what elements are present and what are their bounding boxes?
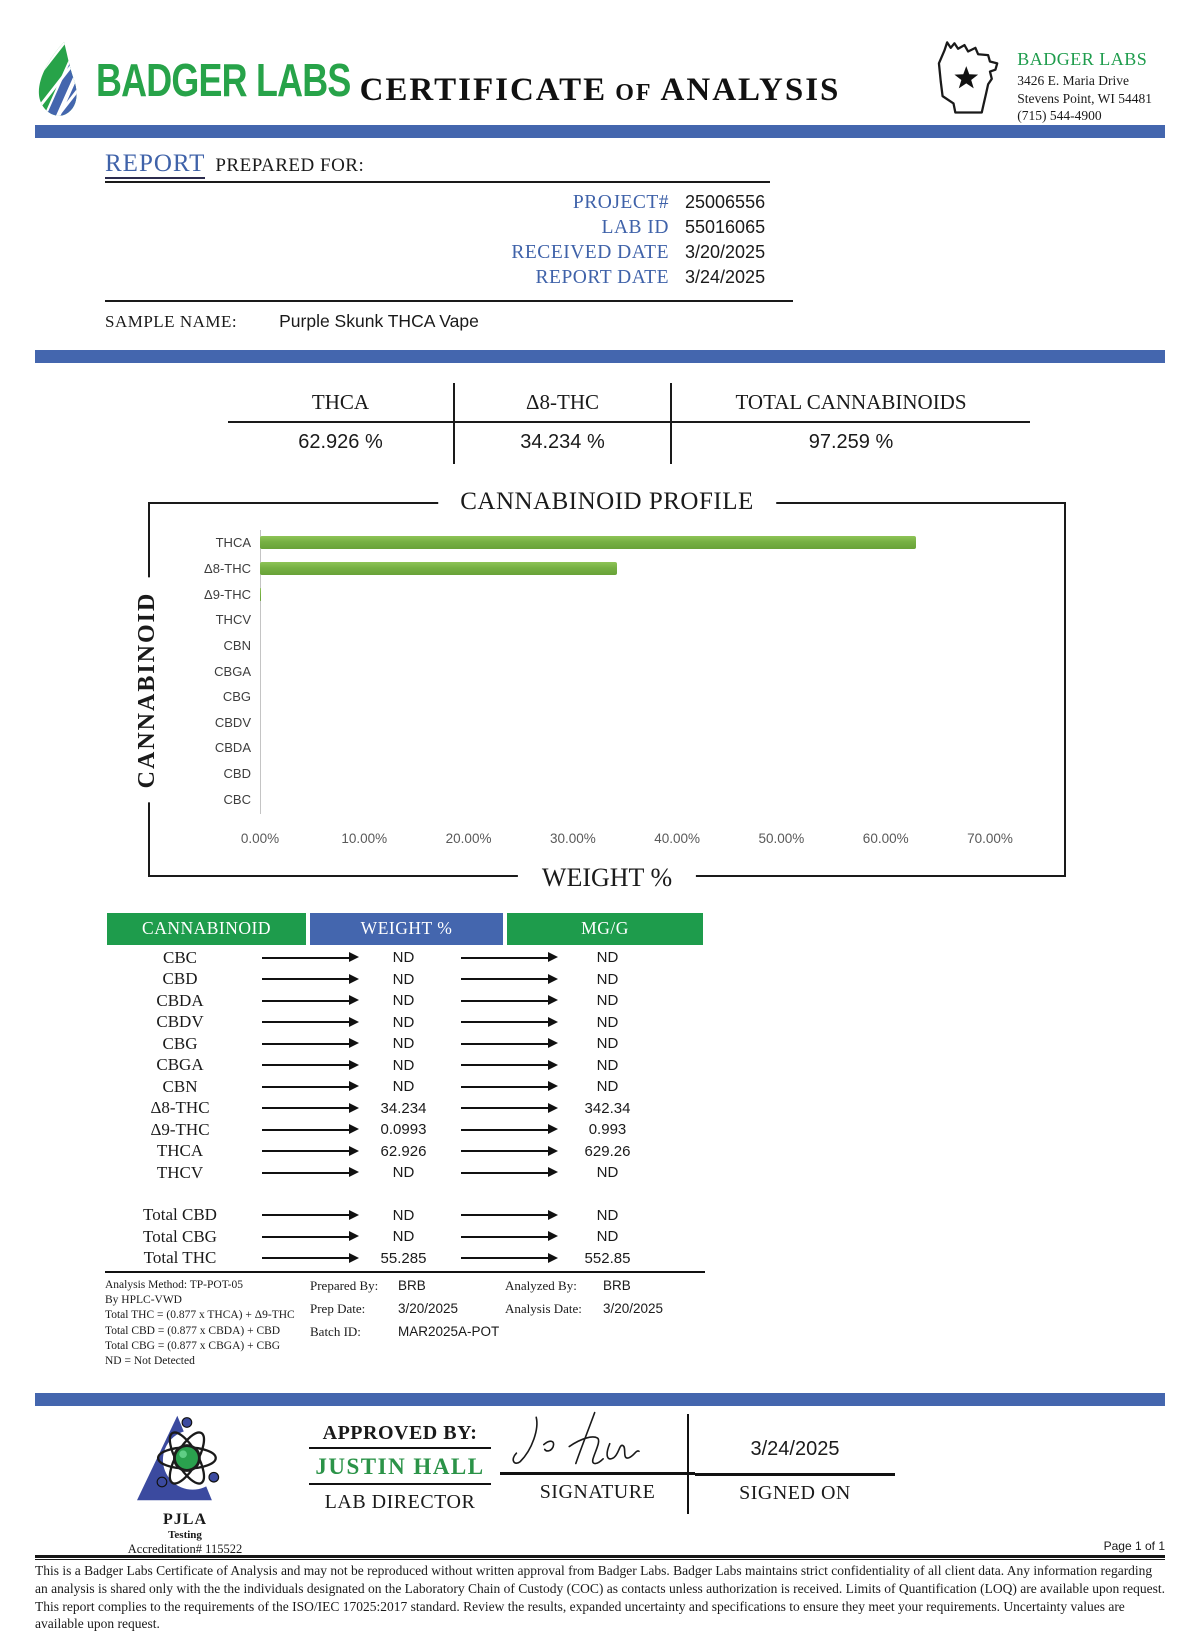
batch-id-label: Batch ID:: [310, 1324, 361, 1339]
page-number: Page 1 of 1: [1103, 1539, 1165, 1554]
report-meta-section: [105, 150, 795, 332]
table-row: [105, 1141, 705, 1163]
chart-category-label: Δ9-THC: [204, 586, 251, 602]
wisconsin-state-icon: [927, 36, 1011, 118]
weight-percent-value: ND: [392, 992, 415, 1010]
lab-id-value: 55016065: [685, 217, 766, 237]
lab-name: BADGER LABS: [1017, 49, 1148, 69]
cannabinoid-name: CBDA: [156, 990, 204, 1010]
mg-per-g-value: ND: [596, 992, 619, 1010]
title-word-analysis: ANALYSIS: [660, 72, 841, 108]
table-row: [105, 1055, 705, 1077]
chart-bar-row: [175, 761, 1035, 787]
mg-per-g-value: 629.26: [584, 1142, 631, 1160]
title-word-of: OF: [615, 80, 653, 106]
mg-per-g-value: ND: [596, 949, 619, 967]
received-date-value: 3/20/2025: [685, 242, 766, 262]
arrow-icon: [461, 1129, 549, 1131]
mg-per-g-value: 342.34: [584, 1099, 631, 1117]
chart-category-label: CBDV: [214, 714, 251, 730]
results-table-gap: [105, 1184, 705, 1205]
chart-bar-track: [260, 709, 1035, 735]
batch-id-value: MAR2025A-POT: [398, 1324, 500, 1339]
arrow-icon: [461, 1000, 549, 1002]
weight-percent-value: ND: [392, 1164, 415, 1182]
arrow-icon: [262, 957, 350, 959]
arrow-icon: [461, 1150, 549, 1152]
divider-bar-top: [35, 125, 1165, 138]
title-word-certificate: CERTIFICATE: [359, 72, 608, 108]
arrow-icon: [262, 1021, 350, 1023]
cannabinoid-name: CBDV: [156, 1012, 204, 1032]
chart-bar-track: [260, 684, 1035, 710]
mg-per-g-value: 552.85: [584, 1249, 631, 1267]
cannabinoid-profile-chart: [134, 488, 1066, 892]
table-row: [105, 1033, 705, 1055]
signed-on-date: 3/24/2025: [750, 1438, 840, 1461]
cannabinoid-name: Δ9-THC: [150, 1119, 210, 1139]
weight-percent-value: 34.234: [380, 1099, 427, 1117]
header-mg-g: MG/G: [505, 911, 705, 947]
summary-table: [228, 383, 1030, 464]
chart-category-label: CBN: [223, 637, 251, 653]
signed-on-line: [695, 1473, 895, 1476]
approval-footer: [35, 1406, 1165, 1557]
summary-value-total: 97.259 %: [808, 431, 894, 453]
arrow-icon: [262, 1107, 350, 1109]
footer-divider-line: [687, 1414, 689, 1514]
chart-x-tick-label: 50.00%: [758, 831, 805, 846]
weight-percent-value: ND: [392, 1035, 415, 1053]
signed-on-label: SIGNED ON: [739, 1482, 851, 1505]
arrow-icon: [262, 1129, 350, 1131]
prep-date-row: [310, 1301, 505, 1317]
chart-bar-row: [175, 658, 1035, 684]
weight-percent-value: 55.285: [380, 1249, 427, 1267]
cannabinoid-name: Total THC: [143, 1248, 217, 1268]
address-line-2: Stevens Point, WI 54481: [1017, 90, 1152, 106]
table-row: [105, 1098, 705, 1120]
chart-bar-row: [175, 709, 1035, 735]
results-table-rows: [105, 947, 705, 1184]
analysis-method-notes: [105, 1278, 310, 1369]
arrow-icon: [262, 1043, 350, 1045]
sample-name-label: SAMPLE NAME:: [105, 312, 238, 331]
chart-bar-track: [260, 658, 1035, 684]
cannabinoid-name: THCA: [156, 1141, 204, 1161]
lab-id-label: LAB ID: [601, 217, 669, 238]
report-heading: [105, 150, 770, 183]
chart-category-label: CBC: [223, 791, 251, 807]
table-row: [105, 1076, 705, 1098]
table-row: [105, 1248, 705, 1270]
mg-per-g-value: ND: [596, 1056, 619, 1074]
chart-bar-row: [175, 556, 1035, 582]
chart-x-tick-label: 70.00%: [967, 831, 1013, 846]
weight-percent-value: ND: [392, 949, 415, 967]
chart-category-label: CBGA: [214, 663, 251, 679]
chart-bar-row: [175, 581, 1035, 607]
arrow-icon: [461, 1043, 549, 1045]
method-note-line: Total CBD = (0.877 x CBDA) + CBD: [105, 1324, 281, 1337]
project-value: 25006556: [685, 192, 766, 212]
weight-percent-value: 62.926: [380, 1142, 427, 1160]
weight-percent-value: ND: [392, 1013, 415, 1031]
header-cannabinoid: CANNABINOID: [105, 911, 308, 947]
mg-per-g-value: ND: [596, 1078, 619, 1096]
pjla-accreditation-block: [90, 1410, 280, 1557]
signature-block: [500, 1406, 695, 1504]
meta-row-lab-id: [105, 217, 793, 239]
chart-bar-track: [260, 786, 1035, 812]
divider-bar-mid: [35, 350, 1165, 363]
chart-bar-track: [260, 556, 1035, 582]
analyzed-by-row: [505, 1278, 700, 1294]
arrow-icon: [262, 1086, 350, 1088]
report-date-label: REPORT DATE: [535, 267, 669, 288]
chart-bar-track: [260, 761, 1035, 787]
cannabinoid-name: CBG: [162, 1033, 198, 1053]
weight-percent-value: ND: [392, 1078, 415, 1096]
signature-label: SIGNATURE: [539, 1481, 656, 1504]
signed-on-block: [695, 1426, 895, 1505]
weight-percent-value: ND: [392, 1056, 415, 1074]
header-weight-percent: WEIGHT %: [308, 911, 505, 947]
chart-bar-row: [175, 607, 1035, 633]
cannabinoid-results-table: [105, 911, 705, 1269]
prepared-by-label: Prepared By:: [310, 1278, 379, 1293]
prepared-by-block: [310, 1278, 505, 1369]
analysis-date-label: Analysis Date:: [505, 1301, 582, 1316]
pjla-logo-icon: [126, 1410, 244, 1506]
chart-x-tick-label: 10.00%: [341, 831, 388, 846]
sample-name-row: [105, 311, 795, 332]
cannabinoid-name: Δ8-THC: [150, 1098, 210, 1118]
arrow-icon: [262, 1236, 350, 1238]
arrow-icon: [461, 957, 549, 959]
arrow-icon: [461, 1086, 549, 1088]
mg-per-g-value: ND: [596, 1206, 619, 1224]
method-note-line: ND = Not Detected: [105, 1354, 195, 1367]
arrow-icon: [262, 1214, 350, 1216]
prepared-by-row: [310, 1278, 505, 1294]
prepared-by-value: BRB: [398, 1278, 426, 1293]
chart-x-tick-label: 30.00%: [549, 831, 596, 846]
arrow-icon: [461, 1021, 549, 1023]
chart-bar-track: [260, 530, 1035, 556]
results-table-header: [105, 911, 705, 947]
table-row: [105, 947, 705, 969]
weight-percent-value: 0.0993: [380, 1121, 427, 1139]
chart-category-label: CBD: [223, 766, 251, 782]
table-row: [105, 1226, 705, 1248]
logo-text: BADGER LABS: [96, 54, 351, 106]
chart-bar-track: [260, 581, 1035, 607]
report-heading-prepared-for: PREPARED FOR:: [215, 155, 365, 176]
arrow-icon: [262, 1257, 350, 1259]
mg-per-g-value: ND: [596, 970, 619, 988]
chart-x-tick-label: 40.00%: [654, 831, 701, 846]
table-row: [105, 1205, 705, 1227]
mg-per-g-value: 0.993: [588, 1121, 627, 1139]
mg-per-g-value: ND: [596, 1228, 619, 1246]
chart-bar-track: [260, 607, 1035, 633]
meta-row-received-date: [105, 242, 793, 264]
arrow-icon: [461, 978, 549, 980]
chart-bar: [260, 562, 617, 575]
chart-bar-row: [175, 735, 1035, 761]
summary-value-thca: 62.926 %: [228, 423, 455, 464]
cannabinoid-name: THCV: [156, 1162, 204, 1182]
approved-by-label: APPROVED BY:: [309, 1422, 492, 1449]
method-note-line: Total THC = (0.877 x THCA) + Δ9-THC: [105, 1309, 295, 1322]
arrow-icon: [262, 1150, 350, 1152]
report-heading-report: REPORT: [105, 150, 206, 177]
chart-bar: [260, 588, 261, 601]
table-row: [105, 990, 705, 1012]
report-meta-list: [105, 183, 793, 302]
arrow-icon: [461, 1236, 549, 1238]
meta-row-project: [105, 192, 793, 214]
analyzed-by-block: [505, 1278, 700, 1369]
mg-per-g-value: ND: [596, 1013, 619, 1031]
summary-header-thca: THCA: [228, 383, 455, 423]
arrow-icon: [461, 1064, 549, 1066]
analyzed-by-label: Analyzed By:: [505, 1278, 577, 1293]
method-note-line: Analysis Method: TP-POT-05: [105, 1279, 244, 1291]
cannabinoid-name: CBC: [162, 947, 198, 967]
arrow-icon: [461, 1257, 549, 1259]
weight-percent-value: ND: [392, 1228, 415, 1246]
chart-category-label: Δ8-THC: [204, 560, 251, 576]
summary-header-total: TOTAL CANNABINOIDS: [672, 383, 1030, 423]
report-date-value: 3/24/2025: [685, 267, 766, 287]
accreditation-number: Accreditation# 115522: [127, 1542, 243, 1557]
chart-title: CANNABINOID PROFILE: [438, 488, 776, 516]
approved-by-block: [285, 1422, 515, 1514]
signature-line: [500, 1472, 695, 1475]
arrow-icon: [262, 1172, 350, 1174]
header: [0, 0, 1200, 125]
method-note-line: Total CBG = (0.877 x CBGA) + CBG: [105, 1339, 281, 1352]
arrow-icon: [262, 1000, 350, 1002]
footnotes-section: [105, 1271, 705, 1369]
analysis-date-row: [505, 1301, 700, 1317]
chart-bar: [260, 536, 916, 549]
chart-x-tick-label: 0.00%: [240, 831, 280, 846]
prep-date-value: 3/20/2025: [398, 1301, 459, 1316]
cannabinoid-name: CBGA: [156, 1055, 204, 1075]
address-line-3: (715) 544-4900: [1017, 108, 1102, 124]
chart-bar-row: [175, 684, 1035, 710]
arrow-icon: [461, 1172, 549, 1174]
pjla-testing-label: Testing: [168, 1529, 202, 1542]
mg-per-g-value: ND: [596, 1035, 619, 1053]
results-table-totals: [105, 1205, 705, 1270]
cannabinoid-name: Total CBD: [143, 1205, 217, 1225]
approver-title: LAB DIRECTOR: [324, 1491, 476, 1514]
chart-bar-track: [260, 633, 1035, 659]
cannabinoid-name: CBD: [162, 969, 198, 989]
chart-category-label: THCV: [215, 612, 251, 628]
arrow-icon: [461, 1214, 549, 1216]
pjla-name: PJLA: [163, 1511, 207, 1529]
cannabinoid-name: CBN: [162, 1076, 198, 1096]
weight-percent-value: ND: [392, 1206, 415, 1224]
sample-name-value: Purple Skunk THCA Vape: [279, 311, 479, 331]
table-row: [105, 1012, 705, 1034]
summary-header-d8thc: Δ8-THC: [455, 383, 672, 423]
arrow-icon: [461, 1107, 549, 1109]
received-date-label: RECEIVED DATE: [511, 242, 669, 263]
chart-bar-track: [260, 735, 1035, 761]
approver-name: JUSTIN HALL: [309, 1451, 490, 1485]
signature-icon: [505, 1406, 690, 1472]
weight-percent-value: ND: [392, 970, 415, 988]
analyzed-by-value: BRB: [603, 1278, 631, 1293]
chart-x-tick-label: 60.00%: [862, 831, 909, 846]
chart-y-axis-label: CANNABINOID: [133, 577, 162, 802]
arrow-icon: [262, 1064, 350, 1066]
cannabinoid-name: Total CBG: [143, 1226, 217, 1246]
table-row: [105, 1162, 705, 1184]
mg-per-g-value: ND: [596, 1164, 619, 1182]
table-row: [105, 1119, 705, 1141]
chart-bar-row: [175, 786, 1035, 812]
method-note-line: By HPLC-VWD: [105, 1294, 182, 1307]
chart-x-axis-label: WEIGHT %: [518, 863, 696, 893]
chart-plot-area: [175, 530, 1035, 812]
project-label: PROJECT#: [572, 192, 669, 213]
chart-category-label: CBDA: [214, 740, 251, 756]
analysis-date-value: 3/20/2025: [603, 1301, 664, 1316]
divider-bar-bottom: [35, 1393, 1165, 1406]
chart-bar-row: [175, 633, 1035, 659]
meta-row-report-date: [105, 267, 793, 289]
lab-address-block: [927, 36, 1152, 125]
batch-id-row: [310, 1324, 505, 1340]
chart-bar-row: [175, 530, 1035, 556]
disclaimer-text: This is a Badger Labs Certificate of Analysis and may not be reproduced without written approval from Badger Labs. Badger Labs maintains strict confidentiality of all client data. Any information regarding an analysis is shared only with the the individuals designated on the Laboratory Chain of Custody (COC) as contacts unless authorization is received. Limits of Quantification (LOQ) are available upon request. This report complies to the requirements of the ISO/IEC 17025:2017 standard. Review the results, expanded uncertainty and specifications to ensure they meet your requirements. Uncertainty values are available upon request.: [35, 1563, 1165, 1632]
arrow-icon: [262, 978, 350, 980]
address-line-1: 3426 E. Maria Drive: [1017, 73, 1129, 89]
summary-value-d8thc: 34.234 %: [455, 423, 672, 464]
table-row: [105, 969, 705, 991]
chart-x-tick-label: 20.00%: [445, 831, 492, 846]
chart-x-ticks: [240, 831, 1020, 849]
prep-date-label: Prep Date:: [310, 1301, 366, 1316]
chart-category-label: THCA: [215, 535, 251, 551]
chart-category-label: CBG: [222, 689, 251, 705]
